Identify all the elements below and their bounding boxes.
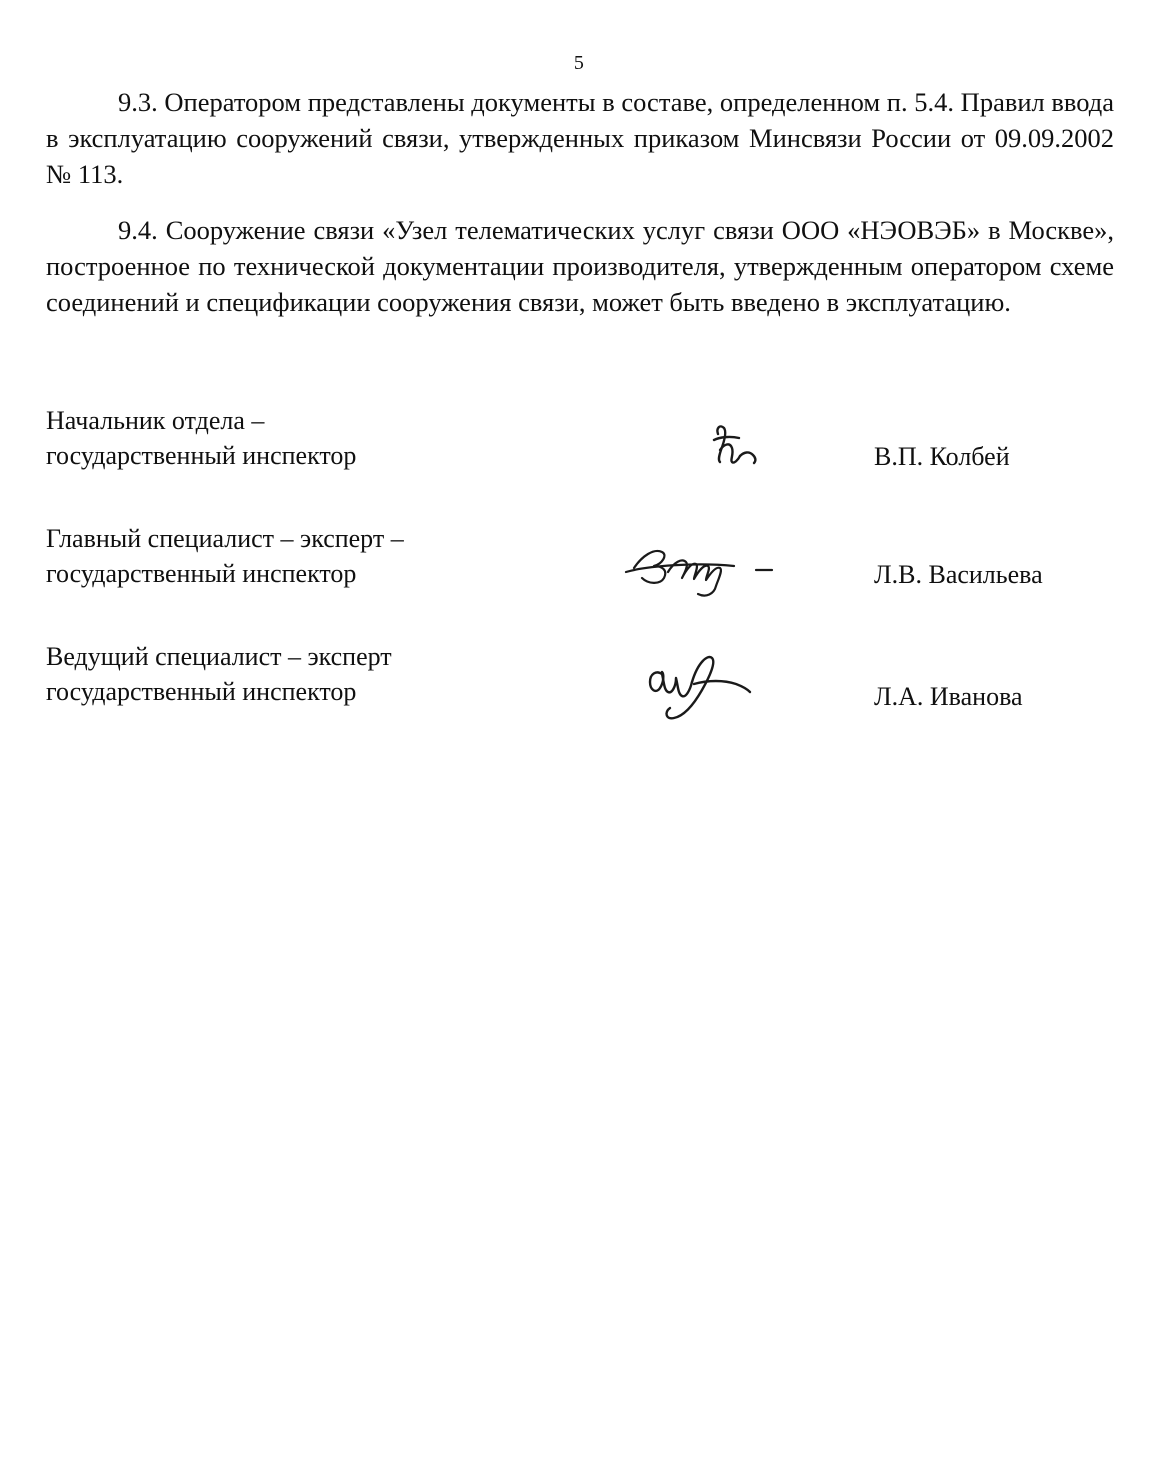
handwritten-signature-icon bbox=[606, 404, 856, 490]
signatory-title-line2: государственный инспектор bbox=[46, 440, 357, 470]
paragraph-9-3: 9.3. Оператором представлены документы в составе, определенном п. 5.4. Правил ввода в эксплуатацию сооружений связи, утвержденных приказом Минсвязи России от 09.09.2002 № 113. bbox=[46, 87, 1114, 190]
signatory-title bbox=[46, 404, 546, 473]
signatory-name: Л.А. Иванова bbox=[874, 682, 1023, 711]
signature-row bbox=[46, 404, 1114, 492]
signatory-name: Л.В. Васильева bbox=[874, 560, 1043, 589]
signature-row bbox=[46, 640, 1114, 728]
paragraph-spacer bbox=[46, 196, 1114, 212]
handwritten-signature-icon bbox=[606, 522, 856, 608]
signature-block bbox=[46, 404, 1114, 758]
signatory-title-line1: Начальник отдела – bbox=[46, 406, 265, 435]
page-number: 5 bbox=[573, 52, 585, 74]
signatory-title bbox=[46, 640, 546, 709]
signatory-title bbox=[46, 522, 546, 591]
signatory-name: В.П. Колбей bbox=[874, 442, 1010, 471]
signatory-title-line1: Ведущий специалист – эксперт bbox=[46, 642, 392, 671]
document-body bbox=[46, 84, 1114, 320]
signatory-title-line1: Главный специалист – эксперт – bbox=[46, 524, 404, 553]
signatory-title-line2: государственный инспектор bbox=[46, 558, 357, 588]
signature-row bbox=[46, 522, 1114, 610]
signatory-title-line2: государственный инспектор bbox=[46, 676, 357, 706]
handwritten-signature-icon bbox=[606, 640, 856, 726]
paragraph-9-4: 9.4. Сооружение связи «Узел телематических услуг связи ООО «НЭОВЭБ» в Москве», построенное по технической документации производителя, утвержденным оператором схеме соединений и спецификации сооружения связи, может быть введено в эксплуатацию. bbox=[46, 215, 1114, 318]
